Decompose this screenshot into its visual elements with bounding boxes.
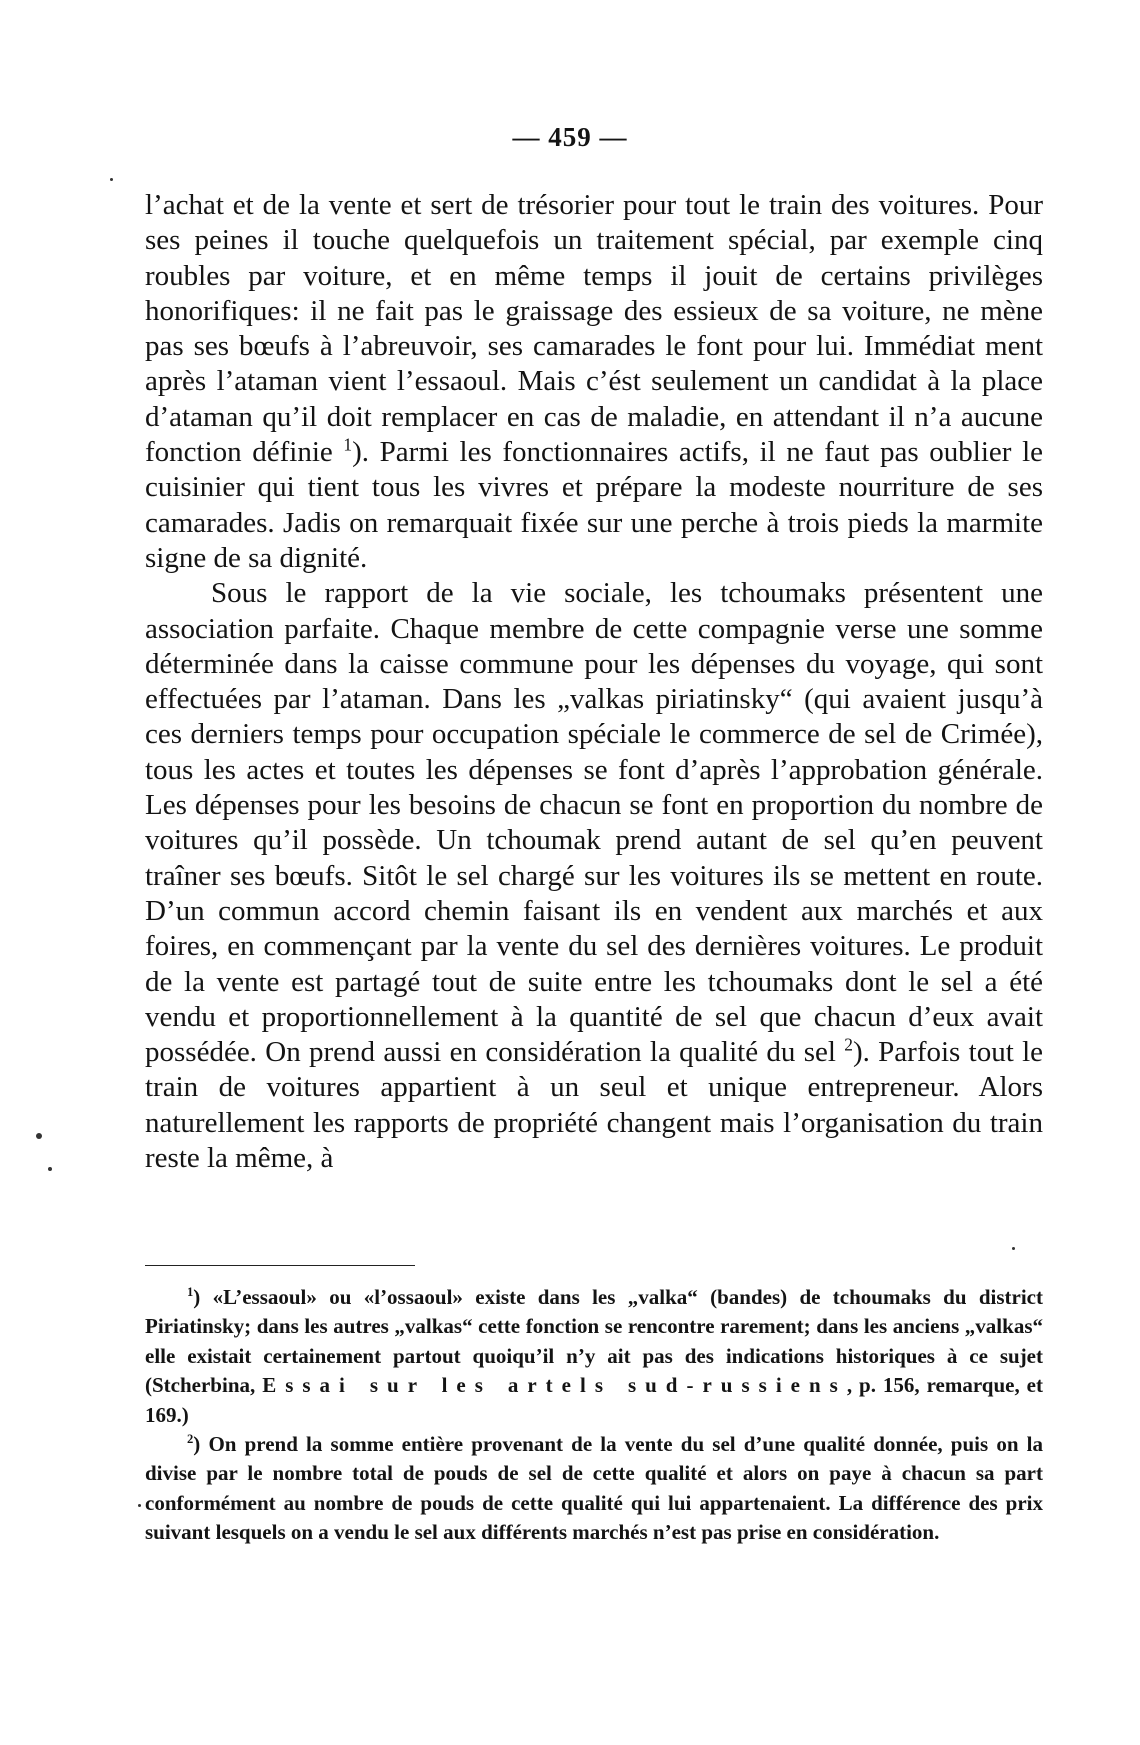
footnote-2-text: ) On prend la somme entière provenant de la vente du sel d’une qualité donnée, puis on la divise par le nombre total de pouds de sel de cette qualité et alors on paye à chacun sa part conformément au nombre de pouds de cette qualité qui lui appartenaient. La différence des prix suivant lesquels on a vendu le sel aux différents marchés n’est pas prise en considération. <box>145 1432 1043 1545</box>
footnote-1-marker: 1 <box>187 1285 194 1299</box>
footnote-separator <box>145 1265 415 1266</box>
footnote-2 <box>145 1430 1043 1548</box>
paragraph-2 <box>145 576 1043 1176</box>
page-number: — 459 — <box>512 122 628 152</box>
footnote-1-text: ) «L’essaoul» ou «l’ossaoul» existe dans les „valka“ (bandes) de tchoumaks du district Piriatinsky; dans les autres „valkas“ cette fonction se rencontre rarement; dans les anciens „valkas“ elle existait certainement partout quoiqu’il n’y ait pas des indications historiques à ce sujet (Stcherbina, <box>145 1285 1043 1398</box>
paragraph-1-continuation: ). Parmi les fonctionnaires actifs, il ne faut pas oublier le cuisinier qui tient tous les vivres et prépare la modeste nourriture de ses camarades. Jadis on remarquait fixée sur une perche à trois pieds la marmite signe de sa dignité. <box>145 436 1043 574</box>
footnotes <box>145 1283 1043 1548</box>
paragraph-2-text: Sous le rapport de la vie sociale, les tchoumaks présentent une association parfaite. Chaque membre de cette compagnie verse une somme déterminée dans la caisse commune pour les dépenses du voyage, qui sont effectuées par l’ataman. Dans les „valkas piriatinsky“ (qui avaient jusqu’à ces derniers temps pour occupation spéciale le commerce de sel de Crimée), tous les actes et toutes les dépenses se font d’après l’approbation générale. Les dépenses pour les besoins de chacun se font en proportion du nombre de voitures qu’il possède. Un tchoumak prend autant de sel qu’en peuvent traîner ses bœufs. Sitôt le sel chargé sur les voitures ils se mettent en route. D’un commun accord chemin faisant ils en vendent aux marchés et aux foires, en commençant par la vente du sel des dernières voitures. Le produit de la vente est partagé tout de suite entre les tchoumaks dont le sel a été vendu et proportionnellement à la quantité de sel que chacun d’eux avait possédée. On prend aussi en considération la qualité du sel <box>145 577 1043 1069</box>
footnote-1-title: Essai sur les artels sud-russiens <box>262 1373 847 1398</box>
paragraph-1-text: l’achat et de la vente et sert de trésorier pour tout le train des voitures. Pour ses peines il touche quelquefois un traitement spécial, par exemple cinq roubles par voiture, et en même temps il jouit de certains privilèges honorifiques: il ne fait pas le graissage des essieux de sa voiture, ne mène pas ses bœufs à l’abreuvoir, ses camarades le font pour lui. Immédiat ment après l’ataman vient l’essaoul. Mais c’ést seulement un candidat à la place d’ataman qu’il doit remplacer en cas de maladie, en attendant il n’a aucune fonction définie <box>145 189 1043 469</box>
footnote-ref-2: 2 <box>844 1034 853 1055</box>
scan-speck <box>138 1504 141 1507</box>
paragraph-2-continuation: ). Parfois tout le train de voitures appartient à un seul et unique entrepreneur. Alors naturellement les rapports de propriété changent mais l’organisation du train reste la même, à <box>145 1036 1044 1175</box>
main-text <box>145 188 1043 1176</box>
footnote-1-end: , p. 156, remarque, et 169.) <box>145 1373 1043 1427</box>
scan-speck <box>36 1133 42 1139</box>
scan-speck <box>48 1167 52 1171</box>
footnote-ref-1: 1 <box>343 434 353 455</box>
footnote-1 <box>145 1283 1043 1430</box>
footnote-2-marker: 2 <box>187 1432 194 1447</box>
scan-speck <box>110 178 113 181</box>
paragraph-1 <box>145 188 1043 576</box>
scan-speck <box>1012 1247 1015 1250</box>
